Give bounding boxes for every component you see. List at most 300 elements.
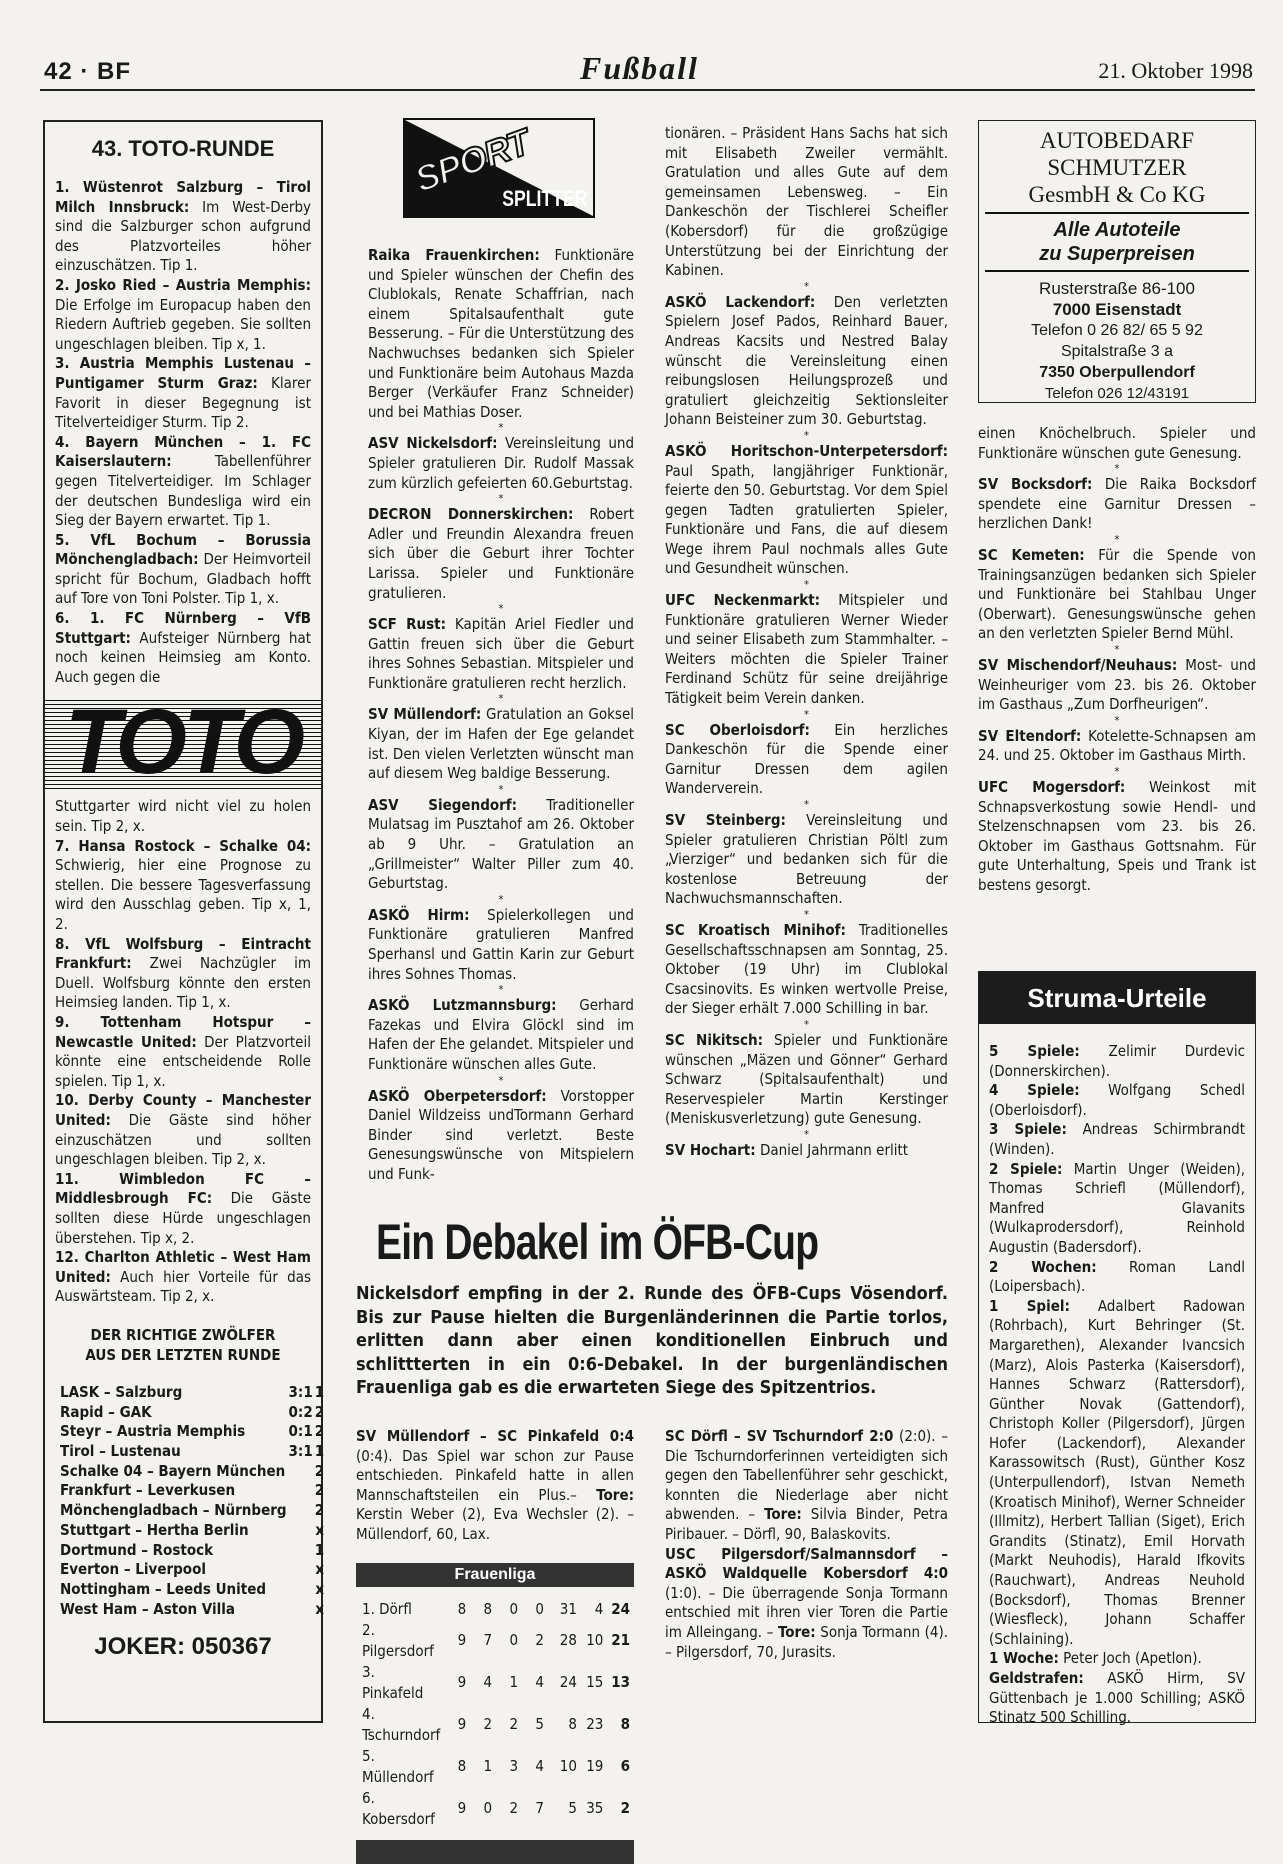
item-paragraph [55, 1013, 311, 1091]
item-paragraph [665, 124, 948, 281]
item-paragraph [55, 276, 311, 354]
item-heading: 10. Derby County – Manchester United: [55, 1091, 311, 1129]
item-heading: UFC Neckenmarkt: [665, 591, 821, 610]
item-heading: 3 Spiele: [989, 1120, 1067, 1139]
item-paragraph [989, 1258, 1245, 1297]
separator-star: * [1114, 642, 1120, 656]
item-text: einen Knöchelbruch. Spieler und Funktionäre wünschen gute Genesung. [978, 424, 1256, 462]
item-text: Für die Spende von Trainingsanzügen bedanken sich Spieler und Funktionäre bei Stahlbau Unger (Oberwart). Genesungswünsche gehen an den verletzten Spieler Bernd Mühl. [978, 545, 1256, 643]
item-paragraph [978, 656, 1256, 715]
separator-star: * [804, 907, 809, 921]
item-heading: SV Mischendorf/Neuhaus: [978, 655, 1178, 674]
league-stat: 24 [559, 1673, 577, 1692]
item-text: Die Gäste sollten diese Hürde ungeschlagen überstehen. Tip x, 2. [55, 1189, 311, 1247]
item-paragraph [368, 246, 634, 422]
league-stat: 2 [509, 1715, 519, 1734]
item-text: Spielerkollegen und Funktionäre gratulieren Manfred Sperhansl und Gattin Karin zur Geburt ihres Sohnes Thomas. [368, 905, 634, 983]
separator-star: * [1114, 532, 1120, 546]
league-stat: 6 [620, 1757, 630, 1776]
result-match: Nottingham – Leeds United [60, 1579, 267, 1598]
league-team: 4. Tschurndorf [362, 1704, 441, 1744]
results-title: DER RICHTIGE ZWÖLFER AUS DER LETZTEN RUNDE [85, 1325, 281, 1364]
item-paragraph [978, 546, 1256, 644]
ad-city-2: 7350 Oberpullendorf [1039, 364, 1195, 381]
ad-phone-2: Telefon 026 12/43191 [1044, 385, 1190, 402]
result-row [59, 1481, 325, 1501]
item-paragraph [55, 837, 311, 935]
item-heading: 4 Spiele: [989, 1081, 1080, 1100]
league-stat: 7 [535, 1799, 544, 1818]
item-text: Vorstopper Daniel Wildzeiss undTormann Gerhard Binder sind verletzt. Beste Genesungswünsche von Mitspielern und Funk- [368, 1086, 634, 1183]
cup-report-2-goals-label: Tore: [764, 1505, 802, 1524]
item-text: Die Gäste sind höher einzuschätzen und sollten ungeschlagen bleiben. Tip 2, x. [55, 1110, 311, 1169]
result-tip: 2 [314, 1422, 325, 1441]
item-text: Stuttgarter wird nicht viel zu holen sein. Tip 2, x. [55, 797, 311, 836]
separator-star: * [804, 428, 809, 442]
item-heading: SC Nikitsch: [665, 1030, 764, 1049]
item-heading: Raika Frauenkirchen: [368, 246, 540, 264]
item-text: Paul Spath, langjähriger Funktionär, feierte den 50. Geburtstag. Vor dem Spiel gegen Tadten gratulierten Spieler, Funktionäre und Fans, die auf diesem Wege ihrem Paul nochmals alles Gute und Gesundheit wünschen. [665, 461, 948, 578]
league-stat: 4 [535, 1757, 544, 1776]
item-text: Robert Adler und Freundin Alexandra freuen sich über die Geburt ihrer Tochter Larissa. Spieler und Funktionäre gratulieren. [368, 505, 635, 602]
item-paragraph [978, 475, 1256, 534]
league-row [356, 1788, 634, 1830]
splitter-column-3 [978, 424, 1256, 895]
result-score: 3:1 [288, 1441, 313, 1460]
item-paragraph [368, 615, 634, 693]
result-tip: 2 [314, 1461, 325, 1480]
result-tip: x [315, 1520, 325, 1539]
item-text: Auch hier Vorteile für das Auswärtsteam. Tip 2, x. [55, 1267, 311, 1306]
item-heading: 2 Wochen: [989, 1257, 1097, 1276]
item-text: Die Erfolge im Europacup haben den Riedern Auftrieb gegeben. Sie sollten ungeschlagen bleiben. Tip x, 1. [55, 295, 311, 353]
cup-headline: Ein Debakel im ÖFB-Cup [376, 1214, 819, 1270]
league-stat: 35 [586, 1799, 604, 1818]
toto-tips-list-2 [45, 797, 321, 1306]
result-tip: 2 [314, 1501, 325, 1520]
item-text: Peter Joch (Apetlon). [1058, 1649, 1202, 1668]
item-text: Weinkost mit Schnapsverkostung sowie Hendl- und Stelzenschnapsen vom 23. bis 26. Oktober im Gasthaus Gottsnahm. Für gute Unterhaltung, Speis und Trank ist bestens gesorgt. [978, 777, 1256, 894]
result-row [59, 1383, 325, 1403]
item-text: Andreas Schirmbrandt (Winden). [989, 1120, 1245, 1158]
league-stat: 0 [483, 1799, 493, 1818]
result-match: West Ham – Aston Villa [60, 1599, 235, 1618]
league-stat: 8 [568, 1715, 577, 1734]
result-row [59, 1462, 325, 1482]
league-stat: 4 [594, 1599, 604, 1618]
ad-slogan-line1: Alle Autoteile [1053, 219, 1181, 241]
item-text: Der Platzvorteil könnte eine entscheidende Rolle spielen. Tip 1, x. [55, 1032, 311, 1090]
league-row [356, 1620, 634, 1662]
result-score [288, 1580, 314, 1600]
result-score [288, 1560, 314, 1580]
separator-star: * [498, 892, 504, 906]
splitter-logo-text: SPLITTER [501, 186, 587, 211]
section-title: Fußball [580, 50, 699, 86]
item-text: Tabellenführer gegen Titelverteidiger. Im Schlager der deutschen Bundesliga wird ein Sieg der Bayern erwartet. Tip 1. [55, 452, 311, 530]
result-match: Rapid – GAK [60, 1402, 152, 1421]
separator-star: * [804, 1127, 809, 1141]
league-team: 6. Kobersdorf [362, 1788, 435, 1828]
item-text: Zelimir Durdevic (Donnerskirchen). [989, 1042, 1245, 1080]
item-text: Gerhard Fazekas und Elvira Glöckl sind im Hafen der Ehe gelandet. Mitspieler und Funktionäre wünschen alles Gute. [368, 996, 634, 1073]
cup-report-1 [356, 1427, 634, 1545]
item-paragraph [55, 354, 311, 432]
league-title: Frauenliga [356, 1563, 634, 1587]
item-text: ASKÖ Hirm, SV Güttenbach je 1.000 Schilling; ASKÖ Stinatz 500 Schilling. [989, 1669, 1245, 1727]
league-stat: 13 [611, 1673, 630, 1692]
page-number: 42 · BF [44, 58, 132, 85]
sport-logo-text: SPORT [409, 121, 535, 201]
item-heading: ASV Siegendorf: [368, 795, 518, 814]
league-stat: 10 [586, 1631, 604, 1650]
item-text: tionären. – Präsident Hans Sachs hat sich mit Elisabeth Zweiler vermählt. Gratulation und alles Gute auf dem gemeinsamen Lebensweg. – Ein Dankeschön der Tischlerei Scheifler (Kobersdorf) für die großzügige Unterstützung bei der Einrichtung der Kabinen. [665, 124, 948, 280]
item-paragraph [989, 1120, 1245, 1159]
separator-star: * [1114, 764, 1120, 778]
league-stat: 1 [509, 1673, 519, 1692]
item-paragraph [368, 796, 634, 894]
ad-company-line1: AUTOBEDARF [1039, 128, 1195, 153]
item-paragraph [55, 935, 311, 1013]
item-heading: SV Eltendorf: [978, 726, 1082, 745]
item-paragraph [55, 1091, 311, 1169]
ad-city-1: 7000 Eisenstadt [1052, 300, 1182, 319]
league-row [356, 1746, 634, 1788]
result-tip: x [315, 1599, 325, 1618]
ad-slogan [979, 218, 1255, 266]
league-stat: 9 [457, 1715, 467, 1734]
toto-box [43, 120, 323, 1723]
separator-star: * [498, 421, 504, 435]
result-score: 3:1 [288, 1382, 313, 1401]
result-score: 0:2 [288, 1402, 313, 1421]
result-tip: x [315, 1579, 325, 1598]
result-score [288, 1521, 314, 1541]
league-stat: 19 [586, 1757, 604, 1776]
cup-lead [356, 1282, 948, 1400]
item-paragraph [665, 1141, 948, 1161]
result-score [288, 1600, 314, 1620]
item-text: Die Raika Bocksdorf spendete eine Garnitur Dressen – herzlichen Dank! [978, 475, 1256, 533]
item-text: Ein herzliches Dankeschön für die Spende einer Garnitur Dressen dem agilen Wanderverein. [665, 720, 948, 798]
result-row [59, 1541, 325, 1561]
cup-report-1-text: (0:4). Das Spiel war schon zur Pause entschieden. Pinkafeld hatte in allen Mannschaftsteilen ein Plus.– [356, 1446, 634, 1504]
item-heading: 4. Bayern München – 1. FC Kaiserslautern: [55, 432, 311, 471]
item-heading: 3. Austria Memphis Lustenau – Puntigamer Sturm Graz: [55, 354, 311, 392]
cup-column-2 [665, 1427, 948, 1662]
league-stat: 8 [457, 1599, 467, 1618]
result-match: LASK – Salzburg [60, 1382, 183, 1401]
item-text: Adalbert Radowan (Rohrbach), Kurt Behringer (St. Margarethen), Alexander Ivancsich (Marz), Alois Pasterka (Kaisersdorf), Hannes Schwarz (Rattersdorf), Günther Novak (Gattendorf), Christoph Koller (Pilgersdorf), Jürgen Hofer (Lackendorf), Alexander Karassowitsch (Rust), Günther Kosz (Unterpullendorf), Istvan Nemeth (Kroatisch Minihof), Werner Schneider (Illmitz), Herbert Tallian (Siget), Erich Grandits (Stinatz), Emil Horvath (Markt Neuhodis), Harald Ifkovits (Rauchwart), Andreas Neuhold (Bocksdorf), Thomas Brenner (Wiesfleck), Johann Schaffer (Schlaining). [989, 1296, 1245, 1648]
item-paragraph [368, 906, 634, 984]
item-paragraph [368, 434, 634, 493]
item-text: Martin Unger (Weiden), Thomas Schriefl (Müllendorf), Manfred Glavanits (Wulkaprodersdorf), Reinhold Augustin (Badersdorf). [989, 1159, 1246, 1256]
separator-star: * [498, 692, 504, 706]
league-row [356, 1662, 634, 1704]
item-paragraph [989, 1160, 1245, 1258]
item-text: Most- und Weinheuriger vom 23. bis 26. Oktober im Gasthaus „Zum Dorfheurigen“. [978, 655, 1256, 714]
league-stat: 8 [483, 1599, 493, 1618]
item-text: Traditionelles Gesellschaftsschnapsen am Sonntag, 25. Oktober (19 Uhr) im Clublokal Csacsinovits. Es winken wertvolle Preise, der Sieger erhält 7.000 Schilling in bar. [665, 920, 948, 1018]
struma-title: Struma-Urteile [979, 972, 1255, 1024]
result-score [288, 1481, 314, 1501]
item-heading: 1. Wüstenrot Salzburg – Tirol Milch Innsbruck: [55, 178, 311, 216]
item-text: Zwei Nachzügler im Duell. Wolfsburg könnte den ersten Heimsieg landen. Tip 1, x. [55, 954, 311, 1012]
separator-star: * [804, 279, 809, 293]
item-paragraph [55, 1248, 311, 1307]
result-row [59, 1442, 325, 1462]
sport-splitter-logo [403, 118, 595, 218]
item-heading: ASKÖ Horitschon-Unterpetersdorf: [665, 441, 948, 460]
league-stat: 3 [509, 1757, 519, 1776]
item-heading: 11. Wimbledon FC – Middlesbrough FC: [55, 1169, 311, 1208]
item-heading: 7. Hansa Rostock – Schalke 04: [55, 836, 311, 855]
separator-star: * [804, 798, 809, 811]
result-match: Schalke 04 – Bayern München [60, 1461, 286, 1480]
item-heading: SV Steinberg: [665, 811, 786, 829]
league-team: 3. Pinkafeld [362, 1662, 424, 1702]
item-heading: ASKÖ Hirm: [368, 905, 470, 924]
cup-report-2-goals: Silvia Binder, Petra Piribauer. – Dörfl, 90, Balaskovits. [665, 1505, 949, 1543]
result-match: Dortmund – Rostock [60, 1540, 214, 1559]
ad-box [978, 120, 1256, 403]
item-paragraph [55, 178, 311, 276]
item-heading: SCF Rust: [368, 615, 447, 634]
item-heading: 9. Tottenham Hotspur – Newcastle United: [55, 1012, 311, 1051]
item-text: Funktionäre und Spieler wünschen der Chefin des Clublokals, Renate Schaffrian, nach einem Spitalsaufenthalt gute Besserung. – Für die Unterstützung des Nachwuchses bedanken sich Spieler und Funktionäre beim Autohaus Mazda Berger (Verkäufer Franz Schneider) und bei Mathias Doser. [368, 246, 634, 421]
item-paragraph [55, 609, 311, 687]
item-text: Der Heimvorteil spricht für Bochum, Gladbach hofft auf Tore von Toni Polster. Tip 1, x. [55, 550, 311, 608]
item-heading: 2. Josko Ried – Austria Memphis: [55, 275, 311, 294]
item-heading: 2 Spiele: [989, 1159, 1063, 1178]
result-score [288, 1462, 314, 1482]
item-text: Mitspieler und Funktionäre gratulieren Werner Wieder und seiner Elisabeth zum Stammhalter. – Weiters möchten die Spieler Trainer Ferdinand Schütz für seine dreijährige Tätigkeit beim Verein danken. [665, 591, 948, 708]
item-paragraph [368, 996, 634, 1074]
cup-report-2-title: SC Dörfl – SV Tschurndorf 2:0 [665, 1427, 894, 1445]
item-text: Kotelette-Schnapsen am 24. und 25. Oktober im Gasthaus Mirth. [978, 726, 1256, 765]
item-paragraph [665, 293, 948, 430]
item-heading: 12. Charlton Athletic – West Ham United: [55, 1248, 311, 1286]
result-row [59, 1580, 325, 1600]
item-paragraph [55, 433, 311, 531]
results-table [59, 1383, 325, 1619]
league-stat: 21 [611, 1631, 630, 1650]
item-heading: 6. 1. FC Nürnberg – VfB Stuttgart: [55, 609, 311, 647]
result-row [59, 1501, 325, 1521]
item-paragraph [55, 1170, 311, 1248]
item-paragraph [665, 921, 948, 1019]
league-stat: 23 [586, 1715, 604, 1734]
league-stat: 15 [586, 1673, 604, 1692]
result-match: Frankfurt – Leverkusen [60, 1481, 236, 1500]
cup-report-3-text: (1:0). – Die überragende Sonja Tormann entschied mit ihren vier Toren die Partie im Alleingang. – [665, 1583, 948, 1641]
result-tip: 1 [314, 1441, 325, 1460]
item-heading: SV Bocksdorf: [978, 475, 1093, 494]
league-stat: 9 [457, 1631, 467, 1650]
separator-star: * [498, 602, 504, 616]
item-heading: ASKÖ Lackendorf: [665, 292, 816, 311]
league-stat: 5 [568, 1799, 577, 1818]
league-team: 5. Müllendorf [362, 1746, 434, 1786]
item-text: Spieler und Funktionäre wünschen „Mäzen und Gönner“ Gerhard Schwarz (Spitalsaufenthalt) und Reservespieler Martin Kerstinger (Meniskusverletzung) gute Genesung. [665, 1030, 948, 1128]
league-stat: 4 [535, 1673, 544, 1692]
ad-slogan-line2: zu Superpreisen [1039, 243, 1195, 265]
separator-star: * [498, 782, 504, 796]
separator-star: * [498, 983, 504, 997]
league-stat: 1 [483, 1757, 493, 1776]
item-text: Roman Landl (Loipersbach). [989, 1257, 1246, 1296]
league-stat: 8 [620, 1715, 630, 1734]
item-text: Vereinsleitung und Spieler gratulieren Dir. Rudolf Massak zum kürzlich gefeierten 60.Geburtstag. [368, 434, 635, 492]
item-heading: Geldstrafen: [989, 1669, 1084, 1687]
ad-phone-1: Telefon 0 26 82/ 65 5 92 [1031, 322, 1203, 339]
league-stat: 7 [483, 1631, 493, 1650]
league-stat: 8 [457, 1757, 467, 1776]
result-tip: 1 [314, 1382, 325, 1401]
result-match: Steyr – Austria Memphis [60, 1422, 246, 1441]
header-rule [40, 89, 1255, 91]
item-paragraph [368, 505, 634, 603]
item-text: Daniel Jahrmann erlitt [755, 1140, 909, 1159]
item-text: Im West-Derby sind die Salzburger schon aufgrund des Platzvorteiles höher einzuschätzen. Tip 1. [55, 197, 312, 275]
item-heading: SC Oberloisdorf: [665, 720, 810, 739]
league-team: 2. Pilgersdorf [362, 1620, 434, 1660]
league-table [356, 1599, 634, 1830]
league-stat: 31 [559, 1599, 577, 1618]
result-row [59, 1403, 325, 1423]
item-paragraph [978, 778, 1256, 896]
item-paragraph [989, 1297, 1245, 1650]
item-heading: ASKÖ Lutzmannsburg: [368, 996, 557, 1015]
item-heading: 1 Woche: [989, 1649, 1059, 1668]
league-stat: 2 [620, 1799, 630, 1818]
toto-tips-list [45, 178, 321, 687]
item-paragraph [665, 811, 948, 909]
item-paragraph [55, 797, 311, 836]
ad-company-line2: SCHMUTZER [1047, 155, 1187, 180]
result-row [59, 1600, 325, 1620]
cup-report-3-goals-label: Tore: [777, 1622, 816, 1641]
item-heading: 5 Spiele: [989, 1042, 1080, 1060]
item-paragraph [978, 424, 1256, 463]
separator-star: * [1114, 713, 1120, 727]
cup-report-3 [665, 1545, 948, 1663]
struma-box [978, 971, 1256, 1727]
item-paragraph [989, 1042, 1245, 1081]
item-paragraph [368, 1087, 634, 1185]
league-stat: 2 [535, 1631, 544, 1650]
separator-star: * [804, 1017, 809, 1031]
league-stat: 24 [611, 1599, 630, 1618]
result-row [59, 1560, 325, 1580]
result-score [288, 1541, 314, 1561]
item-heading: SV Hochart: [665, 1140, 756, 1159]
splitter-column-2 [665, 124, 948, 1161]
league-row [356, 1704, 634, 1746]
result-tip: 1 [314, 1540, 325, 1559]
result-score: 0:1 [288, 1422, 313, 1441]
item-text: Schwierig, hier eine Prognose zu stellen. Die bessere Tagesverfassung wird den Ausschlag geben. Tip x, 1, 2. [55, 856, 311, 933]
item-paragraph [665, 721, 948, 799]
item-text: Kapitän Ariel Fiedler und Gattin freuen sich über die Geburt ihres Sohnes Sebastian. Mitspieler und Funktionäre gratulieren recht herzlich. [368, 615, 634, 692]
result-tip: 2 [314, 1402, 325, 1421]
item-text: Vereinsleitung und Spieler gratulieren Christian Pöltl zum „Vierziger“ und bedanken sich für die kostenlose Betreuung der Nachwuchsmannschaften. [665, 811, 949, 908]
separator-star: * [498, 1073, 504, 1087]
league-stat: 4 [483, 1673, 493, 1692]
item-heading: 8. VfL Wolfsburg – Eintracht Frankfurt: [55, 934, 311, 973]
league-stat: 9 [457, 1673, 467, 1692]
league-stat: 0 [535, 1599, 544, 1618]
item-text: Aufsteiger Nürnberg hat noch keinen Heimsieg am Konto. Auch gegen die [55, 628, 311, 686]
result-score [288, 1501, 314, 1521]
item-text: Traditioneller Mulatsag im Pusztahof am 26. Oktober ab 9 Uhr. – Gratulation an „Grillmeister“ Walter Piller zum 40. Geburtstag. [368, 795, 634, 893]
separator-star: * [498, 492, 504, 506]
result-tip: x [315, 1560, 325, 1579]
result-match: Stuttgart – Hertha Berlin [60, 1520, 249, 1539]
toto-title: 43. TOTO-RUNDE [91, 136, 275, 161]
item-heading: DECRON Donnerskirchen: [368, 505, 574, 524]
league-stat: 5 [535, 1715, 544, 1734]
separator-star: * [804, 578, 809, 592]
result-match: Tirol – Lustenau [60, 1441, 181, 1460]
item-paragraph [55, 531, 311, 609]
item-heading: SV Müllendorf: [368, 705, 482, 724]
league-stat: 28 [559, 1631, 577, 1650]
item-heading: SC Kemeten: [978, 545, 1085, 564]
league-footer-bar [356, 1840, 634, 1864]
result-row [59, 1521, 325, 1541]
league-stat: 0 [509, 1631, 519, 1650]
cup-report-1-part: Kerstin Weber (2), Eva Wechsler (2). – Müllendorf, 60, Lax. [356, 1505, 634, 1543]
item-heading: 5. VfL Bochum – Borussia Mönchengladbach: [55, 530, 311, 569]
cup-report-3-title: USC Pilgersdorf/Salmannsdorf – ASKÖ Waldquelle Kobersdorf 4:0 [665, 1544, 948, 1583]
cup-report-1-title: SV Müllendorf – SC Pinkafeld 0:4 [356, 1427, 634, 1445]
ad-company-line3: GesmbH & Co KG [1028, 182, 1206, 207]
struma-list [979, 1024, 1255, 1728]
ad-address-2: Spitalstraße 3 a [1060, 343, 1174, 360]
joker-number: JOKER: 050367 [94, 1633, 272, 1661]
item-paragraph [989, 1669, 1245, 1728]
item-heading: UFC Mogersdorf: [978, 777, 1126, 796]
league-stat: 9 [457, 1799, 467, 1818]
item-paragraph [665, 1031, 948, 1129]
item-paragraph [665, 591, 948, 709]
league-row [356, 1599, 634, 1620]
cup-report-2 [665, 1427, 948, 1545]
cup-lead-text: Nickelsdorf empfing in der 2. Runde des ÖFB-Cups Vösendorf. Bis zur Pause hielten die Burgenländerinnen die Partie torlos, erlitten dann aber einen konditionellen Einbruch und schlittterten in ein 0:6-Debakel. In der burgenländischen Frauenliga gab es die erwarteten Siege des Spitzentrios. [356, 1283, 948, 1398]
separator-star: * [1114, 462, 1120, 476]
item-text: Wolfgang Schedl (Oberloisdorf). [989, 1081, 1245, 1119]
toto-logo: TOTO [45, 697, 321, 789]
league-stat: 2 [483, 1715, 493, 1734]
item-paragraph [989, 1649, 1245, 1669]
item-heading: 1 Spiel: [989, 1296, 1070, 1315]
issue-date: 21. Oktober 1998 [1098, 58, 1253, 83]
league-stat: 10 [559, 1757, 577, 1776]
league-stat: 2 [509, 1799, 519, 1818]
ad-address-1: Rusterstraße 86-100 [1039, 279, 1195, 298]
item-paragraph [978, 727, 1256, 766]
item-heading: ASKÖ Oberpetersdorf: [368, 1086, 547, 1105]
item-heading: ASV Nickelsdorf: [368, 434, 498, 453]
cup-report-3-goals: Sonja Tormann (4). – Pilgersdorf, 70, Jurasits. [665, 1622, 948, 1661]
splitter-column-1 [368, 246, 634, 1185]
item-text: Klarer Favorit in dieser Begegnung ist Titelverteidiger Sturm. Tip 2. [55, 373, 311, 432]
result-match: Everton – Liverpool [60, 1560, 206, 1579]
item-paragraph [368, 705, 634, 783]
result-row [59, 1422, 325, 1442]
item-text: Den verletzten Spielern Josef Pados, Reinhard Bauer, Andreas Kacsits und Nestred Balay wünscht die Vereinsleitung einen reibungslosen Heilungsprozeß und gratuliert gleichzeitig Sektionsleiter Johann Beisteiner zum 30. Geburtstag. [665, 292, 948, 429]
